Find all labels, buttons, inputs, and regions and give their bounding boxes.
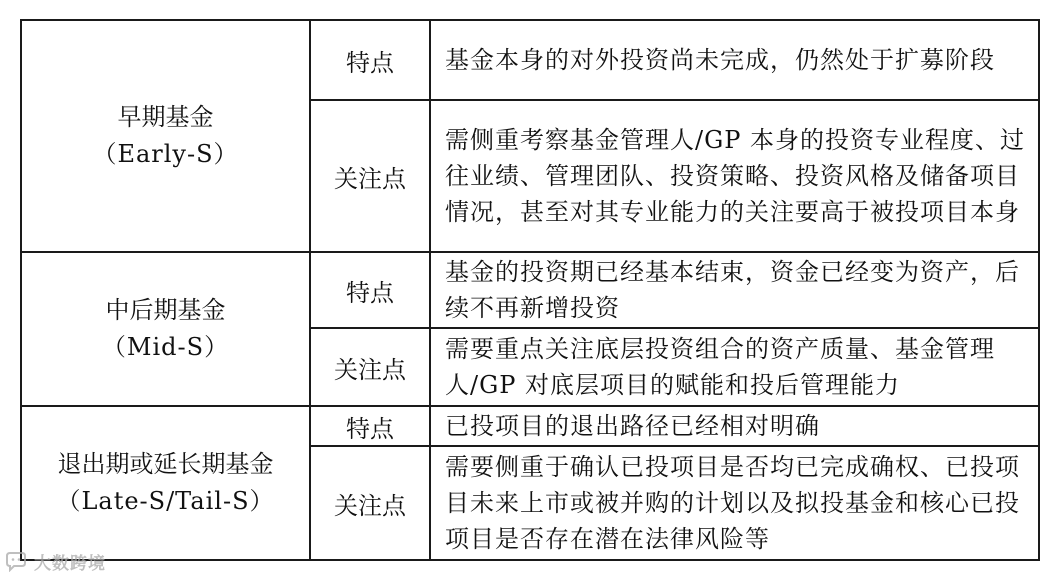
stage-subtitle: （Early-S） bbox=[92, 140, 239, 168]
stage-cell-early bbox=[21, 20, 310, 252]
focus-description: 需要侧重于确认已投项目是否均已完成确权、已投项目未来上市或被并购的计划以及拟投基金和核心已投项目是否存在潜在法律风险等 bbox=[430, 446, 1039, 560]
stage-subtitle: （Late-S/Tail-S） bbox=[56, 487, 275, 515]
feature-label: 特点 bbox=[310, 20, 430, 100]
table-row bbox=[21, 20, 1039, 100]
stage-cell-late bbox=[21, 406, 310, 560]
stage-name: 退出期或延长期基金 bbox=[57, 450, 274, 478]
watermark bbox=[4, 549, 106, 574]
stage-cell-mid bbox=[21, 252, 310, 406]
chat-bubble-logo-icon bbox=[4, 552, 28, 572]
focus-description: 需要重点关注底层投资组合的资产质量、基金管理人/GP 对底层项目的赋能和投后管理能力 bbox=[430, 328, 1039, 406]
feature-description: 基金的投资期已经基本结束，资金已经变为资产，后续不再新增投资 bbox=[430, 252, 1039, 328]
focus-label: 关注点 bbox=[310, 100, 430, 252]
focus-label: 关注点 bbox=[310, 446, 430, 560]
focus-label: 关注点 bbox=[310, 328, 430, 406]
watermark-text: 大数跨境 bbox=[34, 554, 106, 574]
fund-stage-table bbox=[20, 19, 1040, 561]
stage-subtitle: （Mid-S） bbox=[101, 333, 230, 361]
feature-description: 基金本身的对外投资尚未完成，仍然处于扩募阶段 bbox=[430, 20, 1039, 100]
stage-name: 中后期基金 bbox=[105, 296, 226, 324]
table-row bbox=[21, 252, 1039, 328]
table-row bbox=[21, 406, 1039, 446]
focus-description: 需侧重考察基金管理人/GP 本身的投资专业程度、过往业绩、管理团队、投资策略、投资风格及储备项目情况，甚至对其专业能力的关注要高于被投项目本身 bbox=[430, 100, 1039, 252]
stage-name: 早期基金 bbox=[117, 103, 214, 131]
feature-description: 已投项目的退出路径已经相对明确 bbox=[430, 406, 1039, 446]
feature-label: 特点 bbox=[310, 252, 430, 328]
feature-label: 特点 bbox=[310, 406, 430, 446]
